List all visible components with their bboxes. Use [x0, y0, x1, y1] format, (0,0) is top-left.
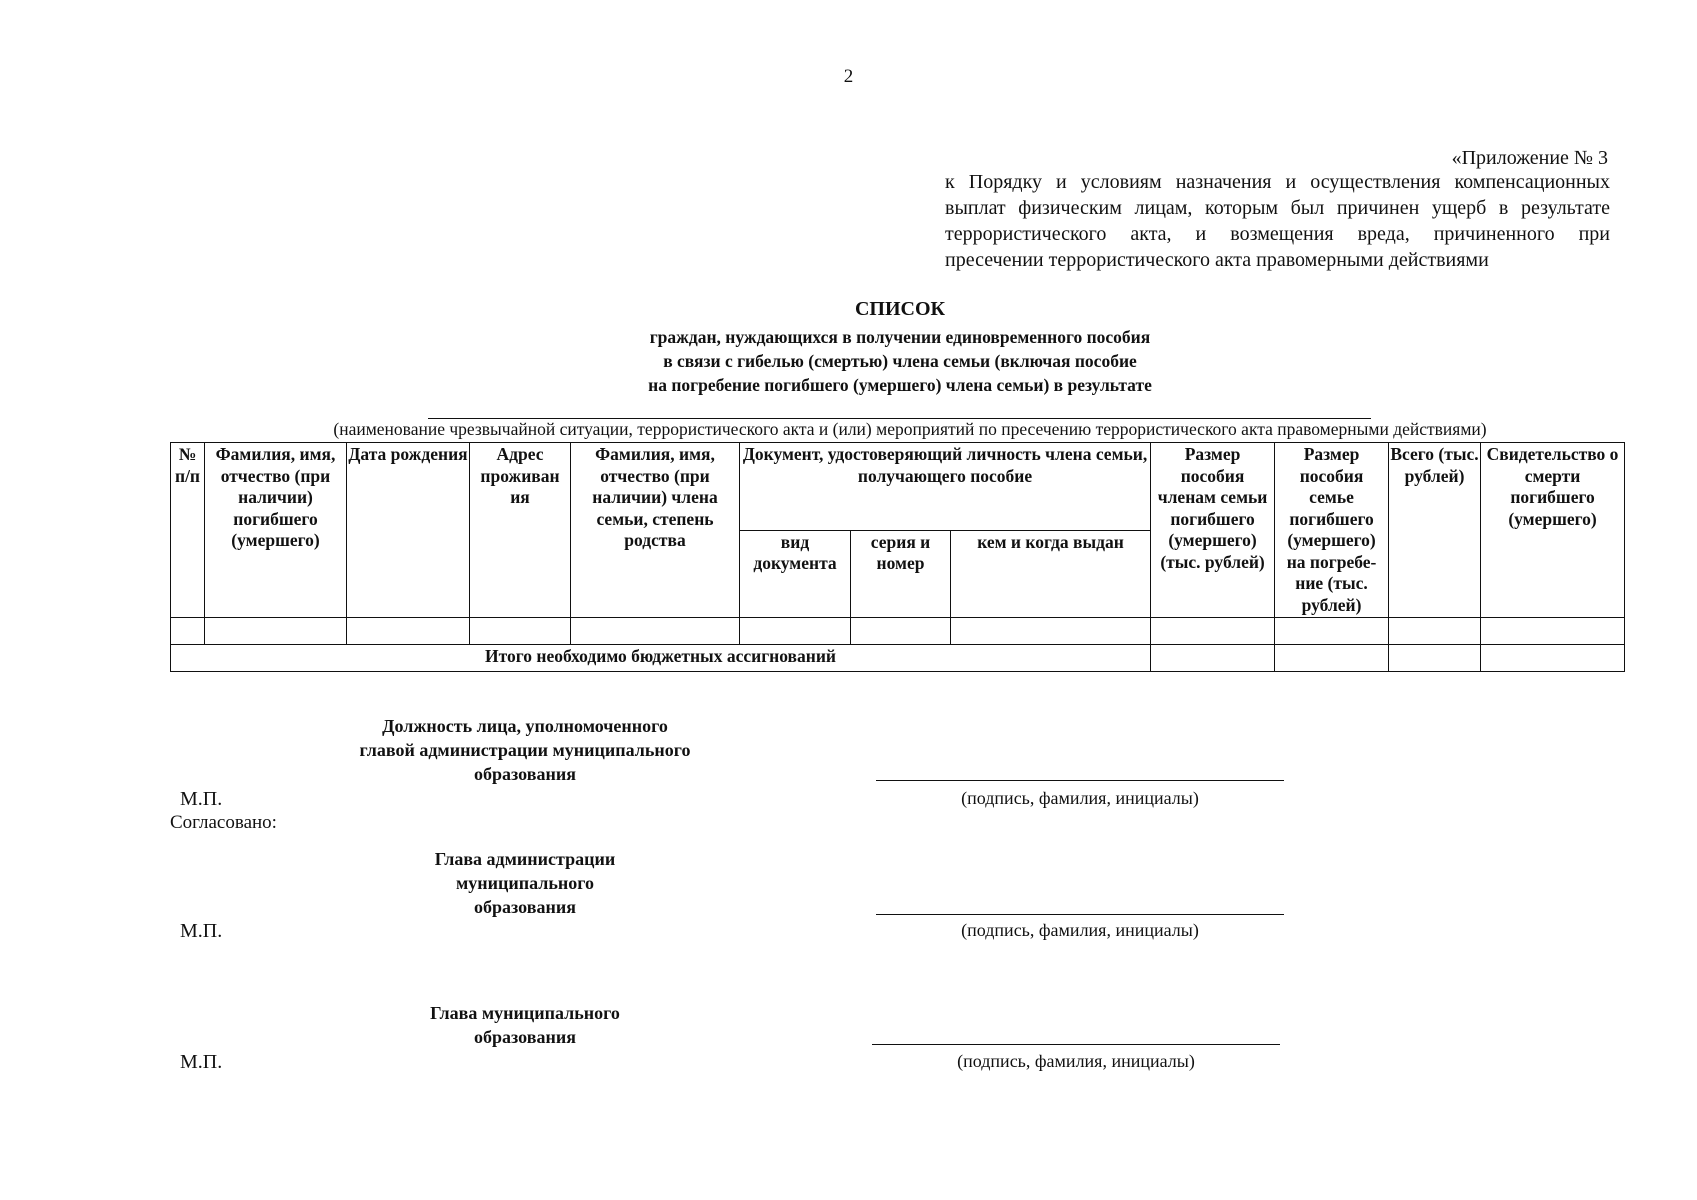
table-cell[interactable]: [1481, 618, 1625, 645]
col-dob-header: Дата рождения: [347, 443, 470, 618]
table-cell[interactable]: [740, 618, 851, 645]
appendix-line: террористического акта, и возмещения вреда, причиненного при: [945, 223, 1610, 245]
subtitle-line: на погребение погибшего (умершего) члена семьи) в результате: [648, 375, 1152, 395]
signature-caption: (подпись, фамилия, инициалы): [961, 920, 1199, 940]
col-doc-series-header: серия и номер: [851, 530, 951, 618]
table-cell[interactable]: [205, 618, 347, 645]
total-cell[interactable]: [1481, 645, 1625, 672]
table-cell[interactable]: [171, 618, 205, 645]
document-subtitle: [0, 325, 1697, 397]
total-cell[interactable]: [1389, 645, 1481, 672]
table-cell[interactable]: [347, 618, 470, 645]
col-doc-type-header: вид документа: [740, 530, 851, 618]
table-cell[interactable]: [951, 618, 1151, 645]
signature-title-line: Должность лица, уполномоченного: [382, 716, 668, 736]
signature-caption: (подпись, фамилия, инициалы): [961, 788, 1199, 808]
signature-block-official: [330, 714, 720, 786]
col-member-header: Фамилия, имя, отчество (при наличии) члена семьи, степень родства: [571, 443, 740, 618]
seal-mark: М.П.: [180, 920, 223, 942]
appendix-line: пресечении террористического акта правомерными действиями: [945, 249, 1489, 271]
table-cell[interactable]: [1389, 618, 1481, 645]
appendix-line: выплат физическим лицам, которым был причинен ущерб в результате: [945, 197, 1610, 219]
signature-line: [876, 914, 1284, 915]
signature-line: [872, 1044, 1280, 1045]
appendix-text: [945, 169, 1610, 273]
col-document-group-header: Документ, удостоверяющий личность члена семьи, получающего пособие: [740, 443, 1151, 531]
table-cell[interactable]: [470, 618, 571, 645]
agreed-label: Согласовано:: [170, 812, 277, 833]
signature-block-municipal-head: [380, 1001, 670, 1049]
col-address-header: Адрес проживан ия: [470, 443, 571, 618]
appendix-title: «Приложение № 3: [1451, 147, 1608, 169]
signature-title-line: главой администрации муниципального: [359, 740, 691, 760]
signature-title-line: Глава муниципального: [430, 1003, 620, 1023]
seal-mark: М.П.: [180, 788, 223, 810]
table-cell[interactable]: [571, 618, 740, 645]
col-benefit-burial-header: Размер пособия семье погибшего (умершего) на погребе- ние (тыс. рублей): [1275, 443, 1389, 618]
col-fio-header: Фамилия, имя, отчество (при наличии) погибшего (умершего): [205, 443, 347, 618]
total-cell[interactable]: [1151, 645, 1275, 672]
page-number: 2: [843, 66, 854, 87]
col-total-header: Всего (тыс. рублей): [1389, 443, 1481, 618]
table-cell[interactable]: [1151, 618, 1275, 645]
header-row: [171, 443, 1625, 531]
subtitle-line: в связи с гибелью (смертью) члена семьи (включая пособие: [663, 351, 1137, 371]
signature-title-line: образования: [474, 1027, 576, 1047]
table-row: [171, 618, 1625, 645]
total-row-label: Итого необходимо бюджетных ассигнований: [171, 645, 1151, 672]
signature-line: [876, 780, 1284, 781]
seal-mark: М.П.: [180, 1051, 223, 1073]
signature-caption: (подпись, фамилия, инициалы): [957, 1051, 1195, 1071]
table-cell[interactable]: [851, 618, 951, 645]
signature-title-line: Глава администрации: [434, 849, 616, 869]
col-certificate-header: Свидетельство о смерти погибшего (умершего): [1481, 443, 1625, 618]
total-cell[interactable]: [1275, 645, 1389, 672]
subtitle-line: граждан, нуждающихся в получении единовременного пособия: [649, 327, 1151, 347]
col-num-header: № п/п: [171, 443, 205, 618]
signature-title-line: муниципального: [456, 873, 594, 893]
document-title: СПИСОК: [854, 298, 946, 320]
total-row: [171, 645, 1625, 672]
signature-block-admin-head: [380, 847, 670, 919]
recipients-table: [170, 442, 1625, 672]
table-cell[interactable]: [1275, 618, 1389, 645]
appendix-line: к Порядку и условиям назначения и осуществления компенсационных: [945, 171, 1610, 193]
signature-title-line: образования: [474, 764, 576, 784]
signature-title-line: образования: [474, 897, 576, 917]
blank-caption: (наименование чрезвычайной ситуации, террористического акта и (или) мероприятий по пресечению террористического акта правомерными действиями): [333, 419, 1487, 439]
col-doc-issued-header: кем и когда выдан: [951, 530, 1151, 618]
col-benefit-members-header: Размер пособия членам семьи погибшего (умершего) (тыс. рублей): [1151, 443, 1275, 618]
